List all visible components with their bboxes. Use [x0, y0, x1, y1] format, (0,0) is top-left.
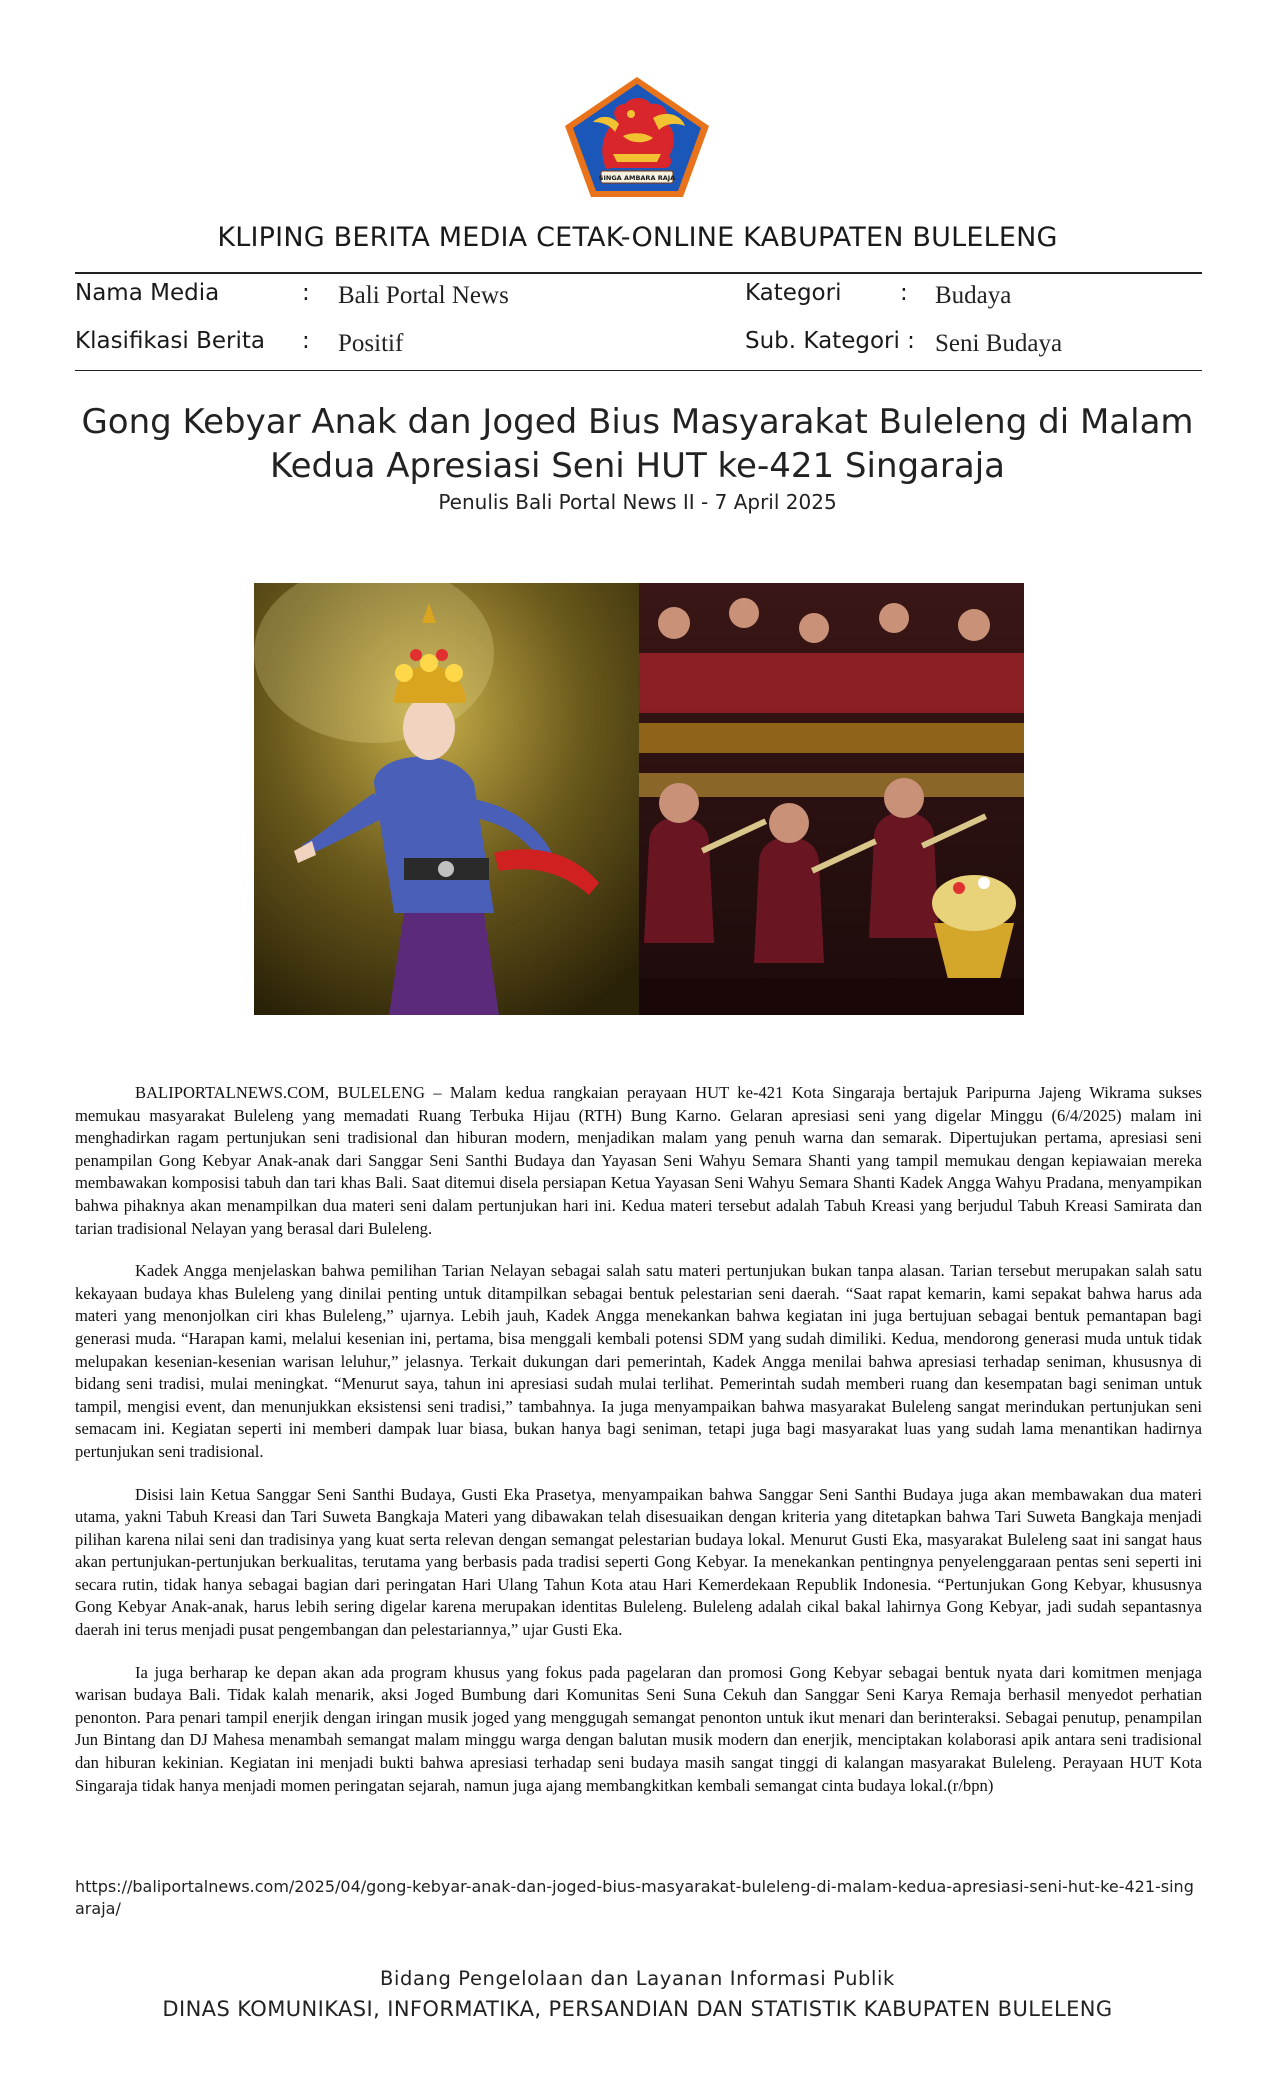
buleleng-regency-crest-icon [561, 74, 713, 200]
footer-agency: DINAS KOMUNIKASI, INFORMATIKA, PERSANDIAN DAN STATISTIK KABUPATEN BULELENG [162, 1997, 1113, 2021]
category-label: Kategori [745, 280, 842, 306]
media-name-value: Bali Portal News [338, 282, 509, 309]
logo-motto: SINGA AMBARA RAJA [598, 174, 676, 182]
article-paragraph: BALIPORTALNEWS.COM, BULELENG – Malam kedua rangkaian perayaan HUT ke-421 Kota Singaraja bertajuk Paripurna Jajeng Wikrama sukses memukau masyarakat Buleleng yang memadati Ruang Terbuka Hijau (RTH) Bung Karno. Gelaran apresiasi seni yang digelar Minggu (6/4/2025) malam ini menghadirkan ragam pertunjukan seni tradisional dan hiburan modern, menjadikan malam yang penuh warna dan semarak. Dipertujukan pertama, apresiasi seni penampilan Gong Kebyar Anak-anak dari Sanggar Seni Santhi Budaya dan Yayasan Seni Wahyu Semara Shanti yang tampil memukau dengan kepiawaian mereka membawakan komposisi tabuh dan tari khas Bali. Saat ditemui disela persiapan Ketua Yayasan Seni Wahyu Semara Shanti Kadek Angga Wahyu Pradana, menyampikan bahwa pihaknya akan menampilkan dua materi seni dalam pertunjukan hari ini. Kedua materi tersebut adalah Tabuh Kreasi yang berjudul Tabuh Kreasi Samirata dan tarian tradisional Nelayan yang berasal dari Buleleng. [75, 1083, 1202, 1238]
subcategory-label: Sub. Kategori : [745, 328, 915, 354]
dancer-photo-panel [254, 583, 639, 1015]
gamelan-musicians-photo-panel [639, 583, 1024, 1015]
category-colon: : [900, 280, 908, 306]
article-paragraph: Ia juga berharap ke depan akan ada program khusus yang fokus pada pagelaran dan promosi Gong Kebyar sebagai bentuk nyata dari komitmen menjaga warisan budaya Bali. Tidak kalah menarik, aksi Joged Bumbung dari Komunitas Seni Suna Cekuh dan Sanggar Seni Karya Remaja berhasil menyedot perhatian penonton. Para penari tampil enerjik dengan iringan musik joged yang menggugah semangat penonton untuk ikut menari dan berinteraksi. Sebagai penutup, penampilan Jun Bintang dan DJ Mahesa menambah semangat malam minggu warga dengan balutan musik modern dan enerjik, menciptakan kolaborasi apik antara seni tradisional dan hiburan kekinian. Kegiatan ini menjadi bukti bahwa apresiasi terhadap seni budaya masih sangat tinggi di kalangan masyarakat Buleleng. Perayaan HUT Kota Singaraja tidak hanya menjadi momen peringatan sejarah, namun juga ajang membangkitkan kembali semangat cinta budaya lokal.(r/bpn) [75, 1662, 1202, 1795]
article-headline: Gong Kebyar Anak dan Joged Bius Masyarakat Buleleng di Malam Kedua Apresiasi Seni HUT ke-421 Singaraja [81, 402, 1194, 486]
article-paragraph: Disisi lain Ketua Sanggar Seni Santhi Budaya, Gusti Eka Prasetya, menyampaikan bahwa Sanggar Seni Santhi Budaya juga akan membawakan dua materi utama, yakni Tabuh Kreasi dan Tari Suweta Bangkaja Materi yang dibawakan telah disesuaikan dengan kriteria yang ditetapkan bahwa Tari Suweta Bangkaja menjadi pilihan karena nilai seni dan tradisinya yang kuat serta relevan dengan semangat pelestarian budaya lokal. Menurut Gusti Eka, masyarakat Buleleng saat ini sangat haus akan pertunjukan-pertunjukan berkualitas, terutama yang berbasis pada tradisi seperti Gong Kebyar. Ia menekankan pentingnya penyelenggaraan pentas seni seperti ini secara rutin, tidak hanya sebagai bagian dari peringatan Hari Ulang Tahun Kota atau Hari Kemerdekaan Republik Indonesia. “Pertunjukan Gong Kebyar, khususnya Gong Kebyar Anak-anak, harus lebih sering digelar karena merupakan identitas Buleleng. Buleleng adalah cikal bakal lahirnya Gong Kebyar, jadi sudah sepantasnya daerah ini terus menjadi pusat pengembangan dan pelestariannya,” ujar Gusti Eka. [75, 1484, 1202, 1640]
news-classification-colon: : [302, 328, 310, 354]
header-divider-bottom [75, 370, 1202, 371]
article-byline: Penulis Bali Portal News II - 7 April 2025 [438, 490, 837, 514]
article-body [75, 1082, 1202, 1817]
news-classification-value: Positif [338, 330, 404, 357]
article-photo [254, 583, 1024, 1015]
header-divider-top [75, 272, 1202, 274]
article-paragraph: Kadek Angga menjelaskan bahwa pemilihan Tarian Nelayan sebagai salah satu materi pertunjukan bukan tanpa alasan. Tarian tersebut merupakan salah satu kekayaan budaya khas Buleleng yang dinilai penting untuk ditampilkan sebagai bentuk pelestarian seni daerah. “Saat rapat kemarin, kami sepakat bahwa harus ada materi yang menonjolkan ciri khas Buleleng,” ujarnya. Lebih jauh, Kadek Angga menekankan bahwa kegiatan ini juga bertujuan sebagai bentuk pemantapan bagi generasi muda. “Harapan kami, melalui kesenian ini, pertama, bisa menggali kembali potensi SDM yang sudah dimiliki. Kedua, mendorong generasi muda untuk tidak melupakan kesenian-kesenian warisan leluhur,” jelasnya. Terkait dukungan dari pemerintah, Kadek Angga menilai bahwa apresiasi terhadap seniman, khususnya di bidang seni tradisi, mulai meningkat. “Menurut saya, tahun ini apresiasi sudah mulai terlihat. Pemerintah sudah memberi ruang dan kesempatan bagi seniman untuk tampil, mengisi event, dan menunjukkan eksistensi seni tradisi,” tambahnya. Ia juga menyampaikan bahwa masyarakat Buleleng sangat merindukan pertunjukan seni semacam ini. Kegiatan seperti ini memberi dampak luar biasa, bukan hanya bagi seniman, tetapi juga bagi masyarakat luas yang sudah lama menantikan hadirnya pertunjukan seni tradisional. [75, 1261, 1202, 1461]
category-value: Budaya [935, 282, 1012, 309]
media-name-colon: : [302, 280, 310, 306]
footer-department: Bidang Pengelolaan dan Layanan Informasi Publik [380, 1967, 895, 1990]
news-classification-label: Klasifikasi Berita [75, 328, 266, 354]
media-name-label: Nama Media [75, 280, 220, 306]
clipping-header-title: KLIPING BERITA MEDIA CETAK-ONLINE KABUPATEN BULELENG [217, 222, 1058, 253]
source-url-link[interactable]: https://baliportalnews.com/2025/04/gong-kebyar-anak-dan-joged-bius-masyarakat-buleleng-di-malam-kedua-apresiasi-seni-hut-ke-421-singaraja/ [75, 1877, 1194, 1918]
subcategory-value: Seni Budaya [935, 330, 1063, 357]
